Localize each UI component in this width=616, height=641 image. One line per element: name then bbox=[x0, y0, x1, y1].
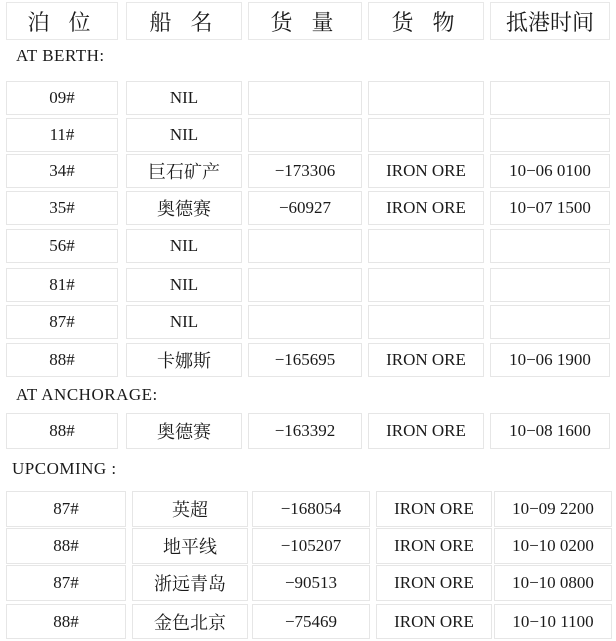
vessel-cell: NIL bbox=[126, 118, 242, 152]
eta-cell: 10−06 1900 bbox=[490, 343, 610, 377]
table-row bbox=[0, 227, 616, 265]
vessel-cell: NIL bbox=[126, 268, 242, 302]
berth-cell: 34# bbox=[6, 154, 118, 188]
berth-cell: 88# bbox=[6, 413, 118, 449]
vessel-cell: 奥德赛 bbox=[126, 191, 242, 225]
vessel-cell: NIL bbox=[126, 229, 242, 263]
table-row bbox=[0, 563, 616, 603]
eta-cell: 10−07 1500 bbox=[490, 191, 610, 225]
berth-cell: 11# bbox=[6, 118, 118, 152]
berth-cell: 87# bbox=[6, 491, 126, 527]
cargo-cell: IRON ORE bbox=[376, 491, 492, 527]
cargo-cell bbox=[368, 268, 484, 302]
quantity-cell bbox=[248, 229, 362, 263]
vessel-cell: 地平线 bbox=[132, 528, 248, 564]
table-row bbox=[0, 266, 616, 304]
eta-cell bbox=[490, 118, 610, 152]
quantity-cell: −75469 bbox=[252, 604, 370, 639]
cargo-cell: IRON ORE bbox=[376, 604, 492, 639]
eta-cell: 10−10 0200 bbox=[494, 528, 612, 564]
table-row bbox=[0, 303, 616, 341]
table-row bbox=[0, 411, 616, 451]
berth-cell: 88# bbox=[6, 604, 126, 639]
header-quantity: 货 量 bbox=[248, 2, 362, 40]
section-at-anchorage: AT ANCHORAGE: bbox=[16, 385, 158, 404]
table-row bbox=[0, 341, 616, 379]
vessel-cell: 巨石矿产 bbox=[126, 154, 242, 188]
header-cargo: 货 物 bbox=[368, 2, 484, 40]
cargo-cell: IRON ORE bbox=[368, 413, 484, 449]
cargo-cell: IRON ORE bbox=[368, 154, 484, 188]
eta-cell: 10−10 1100 bbox=[494, 604, 612, 639]
quantity-cell: −168054 bbox=[252, 491, 370, 527]
berth-cell: 56# bbox=[6, 229, 118, 263]
berth-cell: 88# bbox=[6, 343, 118, 377]
vessel-cell: 浙远青岛 bbox=[132, 565, 248, 601]
eta-cell: 10−08 1600 bbox=[490, 413, 610, 449]
eta-cell: 10−10 0800 bbox=[494, 565, 612, 601]
quantity-cell: −90513 bbox=[252, 565, 370, 601]
section-at-berth: AT BERTH: bbox=[16, 46, 105, 65]
cargo-cell bbox=[368, 81, 484, 115]
quantity-cell: −165695 bbox=[248, 343, 362, 377]
header-vessel: 船 名 bbox=[126, 2, 242, 40]
header-berth: 泊 位 bbox=[6, 2, 118, 40]
berth-cell: 88# bbox=[6, 528, 126, 564]
vessel-cell: 奥德赛 bbox=[126, 413, 242, 449]
eta-cell: 10−09 2200 bbox=[494, 491, 612, 527]
table-row bbox=[0, 602, 616, 641]
table-row bbox=[0, 116, 616, 154]
quantity-cell bbox=[248, 81, 362, 115]
table-row bbox=[0, 79, 616, 117]
berth-cell: 87# bbox=[6, 305, 118, 339]
header-arrival-time: 抵港时间 bbox=[490, 2, 610, 40]
berth-cell: 35# bbox=[6, 191, 118, 225]
quantity-cell: −173306 bbox=[248, 154, 362, 188]
cargo-cell: IRON ORE bbox=[376, 528, 492, 564]
berth-cell: 81# bbox=[6, 268, 118, 302]
cargo-cell bbox=[368, 118, 484, 152]
table-row bbox=[0, 189, 616, 227]
vessel-cell: 金色北京 bbox=[132, 604, 248, 639]
table-row bbox=[0, 152, 616, 190]
vessel-cell: 卡娜斯 bbox=[126, 343, 242, 377]
cargo-cell bbox=[368, 305, 484, 339]
berth-cell: 87# bbox=[6, 565, 126, 601]
quantity-cell: −105207 bbox=[252, 528, 370, 564]
quantity-cell bbox=[248, 268, 362, 302]
vessel-cell: NIL bbox=[126, 305, 242, 339]
quantity-cell bbox=[248, 118, 362, 152]
cargo-cell bbox=[368, 229, 484, 263]
eta-cell bbox=[490, 305, 610, 339]
table-row bbox=[0, 526, 616, 566]
quantity-cell: −60927 bbox=[248, 191, 362, 225]
eta-cell bbox=[490, 229, 610, 263]
berth-cell: 09# bbox=[6, 81, 118, 115]
vessel-cell: 英超 bbox=[132, 491, 248, 527]
quantity-cell: −163392 bbox=[248, 413, 362, 449]
eta-cell bbox=[490, 268, 610, 302]
cargo-cell: IRON ORE bbox=[368, 191, 484, 225]
vessel-cell: NIL bbox=[126, 81, 242, 115]
eta-cell: 10−06 0100 bbox=[490, 154, 610, 188]
cargo-cell: IRON ORE bbox=[376, 565, 492, 601]
quantity-cell bbox=[248, 305, 362, 339]
cargo-cell: IRON ORE bbox=[368, 343, 484, 377]
section-upcoming: UPCOMING : bbox=[12, 459, 117, 478]
eta-cell bbox=[490, 81, 610, 115]
table-header bbox=[0, 0, 616, 42]
table-row bbox=[0, 489, 616, 529]
